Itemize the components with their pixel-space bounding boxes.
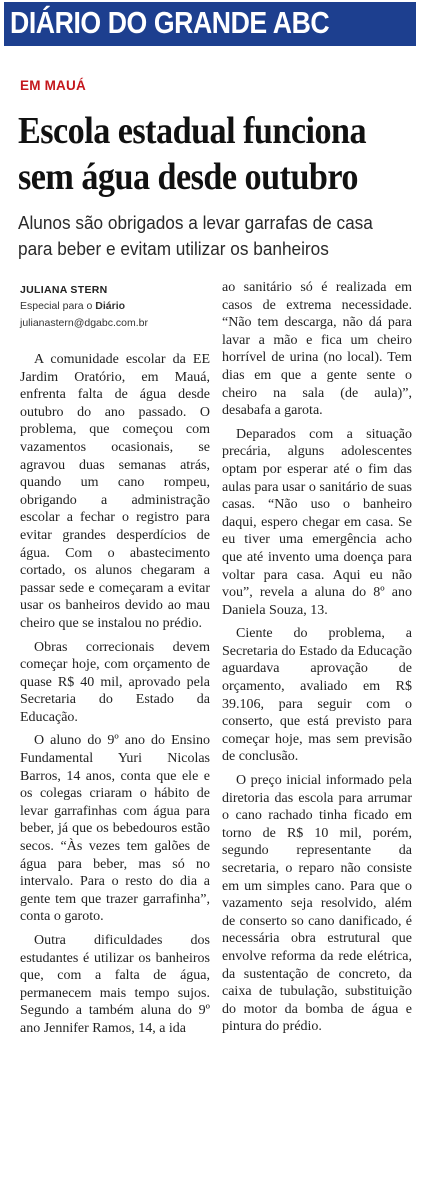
article-column-left	[20, 351, 210, 1044]
article-subhead: Alunos são obrigados a levar garrafas de casa para beber e evitam utilizar os banheiros	[18, 212, 373, 259]
paragraph: Outra dificuldades dos estudantes é utilizar os banheiros que, com a falta de água, permanecem mais tempo sujos. Segundo a também aluna do 9º ano Jennifer Ramos, 14, a ida	[20, 933, 210, 1036]
paragraph: Deparados com a situação precária, alguns adolescentes optam por esperar até o fim das aulas para usar o sanitário de suas casas. “Não uso o banheiro daqui, espero chegar em casa. Se eu tiver uma emergência acho que até invento uma doença para voltar para casa. Aqui eu não vou”, revela a aluna do 8º ano Daniela Souza, 13.	[222, 426, 412, 618]
paragraph: ao sanitário só é realizada em casos de extrema necessidade. “Não tem descarga, não dá para lavar a mão e fica um cheiro horrível de urina (no local). Tem dias em que a gente sente o cheiro na sala (de aula)”, desabafa a garota.	[222, 280, 412, 419]
author-role	[20, 300, 210, 312]
article-headline: Escola estadual funciona sem água desde outubro	[18, 110, 367, 198]
masthead	[0, 0, 422, 52]
author-name: JULIANA STERN	[20, 284, 108, 296]
paragraph: Obras correcionais devem começar hoje, com orçamento de quase R$ 40 mil, aprovado pela Secretaria do Estado da Educação.	[20, 639, 210, 725]
author-role-prefix: Especial para o	[20, 300, 96, 312]
paragraph: O preço inicial informado pela diretoria das escola para arrumar o cano rachado tinha ficado em torno de R$ 10 mil, porém, segundo representante da secretaria, o reparo não consiste em um simples cano. Para que o vazamento seja resolvido, além de conserto so cano danificado, é necessária obra estrutural que envolve reforma da rede elétrica, da sustentação de concreto, da caixa de tubulação, substituição do motor da bomba de água e pintura do prédio.	[222, 773, 412, 1035]
paragraph: A comunidade escolar da EE Jardim Oratório, em Mauá, enfrenta falta de água desde outubro do ano passado. O problema, que começou com vazamentos ocasionais, se agravou duas semanas atrás, quando um cano rompeu, obrigando a administração escolar a fechar o registro para evitar grandes desperdícios de água. Com o abastecimento cortado, os alunos chegaram a passar sede e começaram a evitar usar os banheiros devido ao mau cheiro que se instalou no prédio.	[20, 352, 210, 631]
section-label: EM MAUÁ	[20, 78, 86, 93]
author-role-paper: Diário	[95, 300, 126, 312]
paragraph: O aluno do 9º ano do Ensino Fundamental Yuri Nicolas Barros, 14 anos, conta que ele e os colegas criaram o hábito de levar garrafinhas com água para beber, já que os bebedouros estão secos. “Às vezes tem galões de água para beber, mas só no intervalo. Para o resto do dia a gente tem que trazer garrafinha”, conta o garoto.	[20, 733, 210, 925]
newspaper-logo: DIÁRIO DO GRANDE ABC	[10, 5, 330, 40]
byline	[20, 284, 210, 329]
author-email: julianastern@dgabc.com.br	[20, 317, 148, 329]
paragraph: Ciente do problema, a Secretaria do Estado da Educação aguardava aprovação de orçamento, avaliado em R$ 39.106, para seguir com o conserto, que está previsto para começar hoje, mas sem previsão de conclusão.	[222, 626, 412, 765]
article-column-right	[222, 279, 412, 1042]
